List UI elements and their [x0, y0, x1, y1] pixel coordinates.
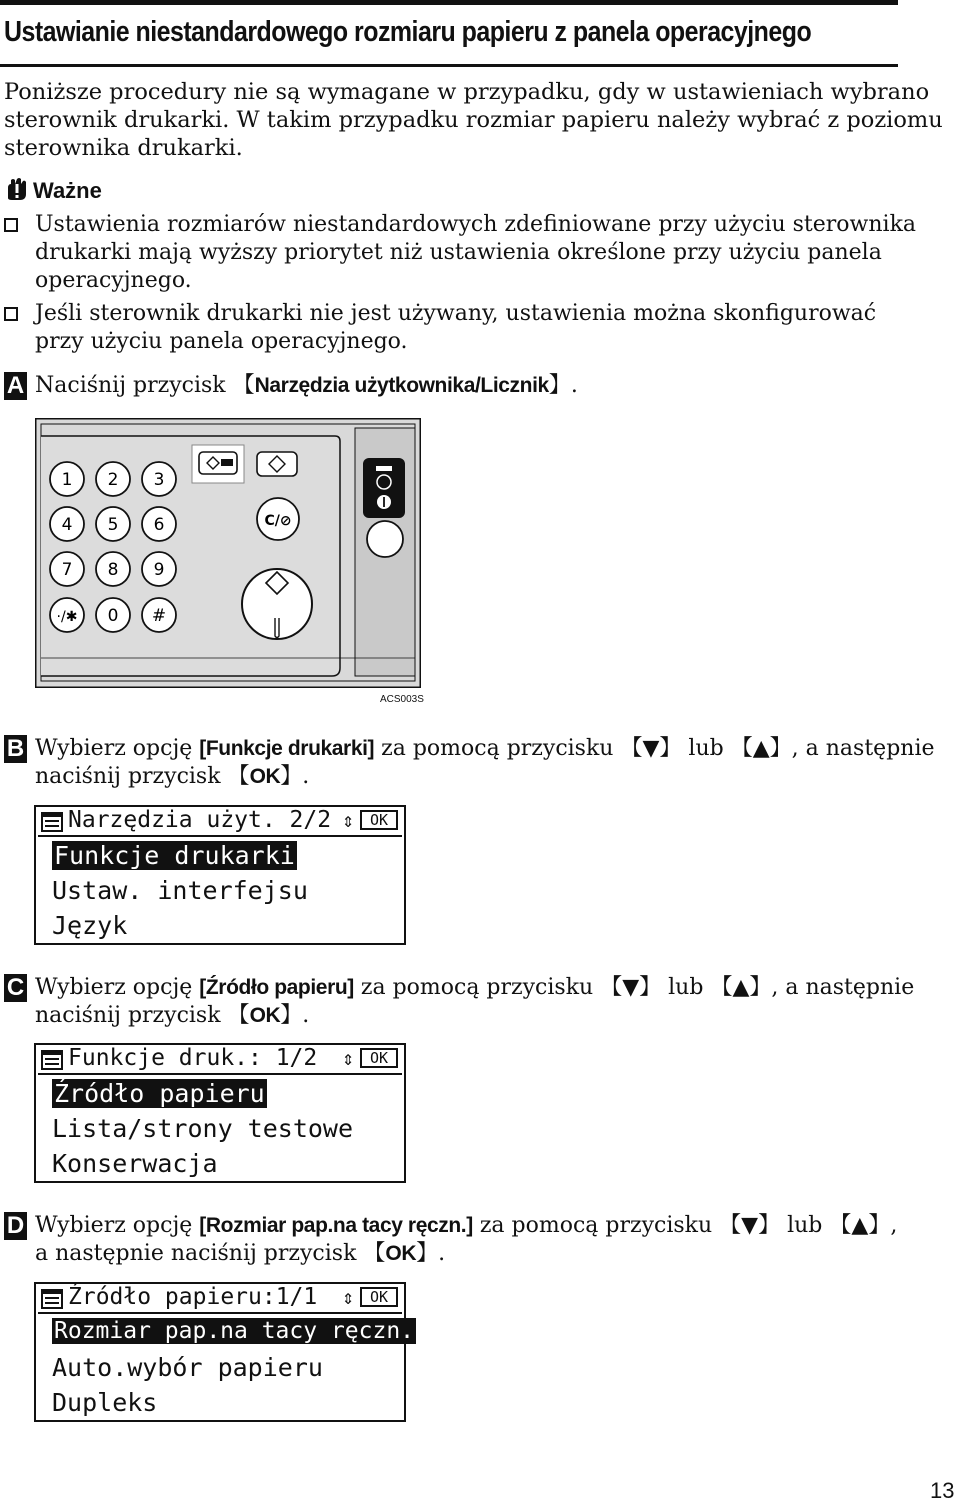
lcd-header: [38, 1286, 402, 1314]
step-text: Wybierz opcję: [35, 975, 200, 1000]
step-text: lub: [681, 736, 731, 761]
lcd-item[interactable]: Auto.wybór papieru: [52, 1353, 323, 1382]
important-label: Ważne: [33, 178, 102, 203]
up-down-arrows-icon: ⇕: [341, 808, 354, 832]
menu-list-icon: [41, 1289, 63, 1309]
intro-line: Poniższe procedury nie są wymagane w przypadku, gdy w ustawieniach wybrano: [4, 79, 930, 105]
note-line: Jeśli sterownik drukarki nie jest używany, ustawienia można skonfigurować: [35, 301, 877, 326]
key-8[interactable]: [96, 552, 130, 586]
key-0[interactable]: [96, 598, 130, 632]
svg-text:4: 4: [61, 515, 73, 535]
step-text: .: [302, 764, 310, 789]
step-number: D: [4, 1212, 27, 1240]
key-6[interactable]: [142, 507, 176, 541]
key-ok: OK: [249, 1004, 281, 1027]
note-line: Ustawienia rozmiarów niestandardowych zdefiniowane przy użyciu sterownika: [35, 212, 917, 237]
figure-caption: ACS003S: [380, 694, 424, 705]
important-heading: [4, 176, 102, 204]
step-text: .: [570, 373, 578, 398]
lcd-ok-button[interactable]: OK: [360, 810, 398, 830]
step-text: , a następnie: [791, 736, 935, 761]
svg-text:2: 2: [107, 470, 119, 490]
step-text: lub: [780, 1213, 830, 1238]
svg-text:0: 0: [107, 606, 119, 626]
key-2[interactable]: [96, 462, 130, 496]
key-7[interactable]: [50, 552, 84, 586]
lcd-ok-button[interactable]: OK: [360, 1287, 398, 1307]
clear-stop-key[interactable]: [257, 498, 299, 540]
key-ok: OK: [385, 1242, 417, 1265]
lcd-header-title: Funkcje druk.: 1/2: [68, 1045, 318, 1071]
lcd-item[interactable]: Język: [52, 911, 128, 940]
menu-list-icon: [41, 1050, 63, 1070]
user-tools-counter-key[interactable]: [192, 445, 244, 483]
energy-saver-key[interactable]: [367, 521, 403, 557]
lcd-header-title: Źródło papieru:1/1: [68, 1284, 318, 1310]
step-text: naciśnij przycisk: [35, 764, 228, 789]
note-bullet: [4, 300, 904, 356]
page-number: 13: [930, 1478, 955, 1503]
step-text: a następnie naciśnij przycisk: [35, 1241, 364, 1266]
step-text: za pomocą przycisku: [374, 736, 621, 761]
step-number: A: [4, 372, 27, 400]
lcd-item[interactable]: Lista/strony testowe: [52, 1114, 354, 1143]
lcd-header: [38, 1047, 402, 1075]
step-text: .: [302, 1003, 310, 1028]
key-9[interactable]: [142, 552, 176, 586]
control-panel-illustration: [35, 418, 421, 688]
svg-text:8: 8: [107, 560, 119, 580]
up-down-arrows-icon: ⇕: [341, 1046, 354, 1070]
note-bullet: [4, 211, 917, 295]
important-hand-icon: [4, 176, 30, 202]
lcd-header: [38, 809, 402, 837]
key-up: ▲: [732, 975, 750, 1000]
note-line: przy użyciu panela operacyjnego.: [35, 329, 408, 354]
svg-text:5: 5: [107, 515, 119, 535]
note-line: drukarki mają wyższy priorytet niż ustawienia określone przy użyciu panela: [35, 240, 882, 265]
svg-text:6: 6: [153, 515, 165, 535]
key-ok: OK: [249, 765, 281, 788]
key-down: ▼: [741, 1213, 759, 1238]
key-clear-mode[interactable]: [50, 598, 84, 632]
svg-text:1: 1: [61, 470, 73, 490]
lcd-screen-user-tools: [34, 805, 406, 945]
option-paper-source: [Źródło papieru]: [199, 976, 354, 999]
intro-paragraph: [4, 78, 943, 162]
lcd-item[interactable]: Dupleks: [52, 1388, 158, 1417]
option-bypass-paper-size: [Rozmiar pap.na tacy ręczn.]: [199, 1214, 473, 1237]
step-text: Naciśnij przycisk: [35, 373, 233, 398]
step-text: .: [438, 1241, 446, 1266]
step-number: B: [4, 735, 27, 763]
step-text: Wybierz opcję: [35, 736, 200, 761]
note-text: [35, 211, 916, 295]
svg-text:3: 3: [153, 470, 165, 490]
menu-list-icon: [41, 812, 63, 832]
lcd-screen-printer-features: [34, 1043, 406, 1183]
key-3[interactable]: [142, 462, 176, 496]
lcd-ok-button[interactable]: OK: [360, 1048, 398, 1068]
note-line: operacyjnego.: [35, 268, 192, 293]
svg-text:9: 9: [153, 560, 165, 580]
key-5[interactable]: [96, 507, 130, 541]
lcd-header-title: Narzędzia użyt. 2/2: [68, 807, 332, 833]
step-4: D Wybierz opcję [Rozmiar pap.na tacy ręczn.] za pomocą przycisku 【▼】 lub 【▲】, a następnie naciśnij przycisk 【OK】.: [4, 1212, 924, 1270]
intro-line: sterownika drukarki.: [4, 135, 243, 161]
step-text: naciśnij przycisk: [35, 1003, 228, 1028]
step-3: C Wybierz opcję [Źródło papieru] za pomocą przycisku 【▼】 lub 【▲】, a następnie naciśnij przycisk 【OK】.: [4, 974, 924, 1032]
top-rule: [0, 0, 898, 5]
key-4[interactable]: [50, 507, 84, 541]
step-text: za pomocą przycisku: [472, 1213, 720, 1238]
key-user-tools: Narzędzia użytkownika/Licznik: [254, 374, 549, 397]
svg-text:·/✱: ·/✱: [56, 609, 78, 625]
svg-text:7: 7: [61, 560, 73, 580]
lcd-item-selected[interactable]: Źródło papieru: [54, 1079, 265, 1108]
check-modes-key[interactable]: [257, 452, 297, 476]
checkbox-bullet-icon: [4, 218, 18, 232]
title-rule: [0, 64, 898, 67]
page-title: Ustawianie niestandardowego rozmiaru papieru z panela operacyjnego: [4, 16, 812, 48]
step-text: Wybierz opcję: [35, 1213, 200, 1238]
key-1[interactable]: [50, 462, 84, 496]
checkbox-bullet-icon: [4, 307, 18, 321]
key-down: ▼: [622, 975, 640, 1000]
step-number: C: [4, 974, 27, 1002]
key-hash[interactable]: [142, 598, 176, 632]
step-1: A Naciśnij przycisk 【Narzędzia użytkownika/Licznik】.: [4, 372, 924, 402]
svg-text:#: #: [151, 606, 167, 626]
intro-line: sterownik drukarki. W takim przypadku rozmiar papieru należy wybrać z poziomu: [4, 107, 943, 133]
lcd-item-selected[interactable]: Rozmiar pap.na tacy ręczn.: [54, 1318, 415, 1344]
key-up: ▲: [752, 736, 770, 761]
step-2: B Wybierz opcję [Funkcje drukarki] za pomocą przycisku 【▼】 lub 【▲】, a następnie naciśnij przycisk 【OK】.: [4, 735, 924, 793]
lcd-item[interactable]: Ustaw. interfejsu: [52, 876, 308, 905]
svg-text:C/⊘: C/⊘: [264, 513, 292, 529]
option-printer-features: [Funkcje drukarki]: [199, 737, 375, 760]
note-text: [35, 300, 876, 356]
power-indicator-block: [363, 458, 405, 518]
step-text: lub: [661, 975, 711, 1000]
step-text: , a następnie: [771, 975, 915, 1000]
up-down-arrows-icon: ⇕: [341, 1285, 354, 1309]
lcd-screen-paper-source: [34, 1282, 415, 1422]
step-text: za pomocą przycisku: [353, 975, 601, 1000]
step-text: ,: [890, 1213, 898, 1238]
key-down: ▼: [642, 736, 660, 761]
lcd-item[interactable]: Konserwacja: [52, 1149, 218, 1178]
key-up: ▲: [851, 1213, 869, 1238]
start-key[interactable]: [242, 569, 312, 639]
lcd-item-selected[interactable]: Funkcje drukarki: [54, 841, 295, 870]
